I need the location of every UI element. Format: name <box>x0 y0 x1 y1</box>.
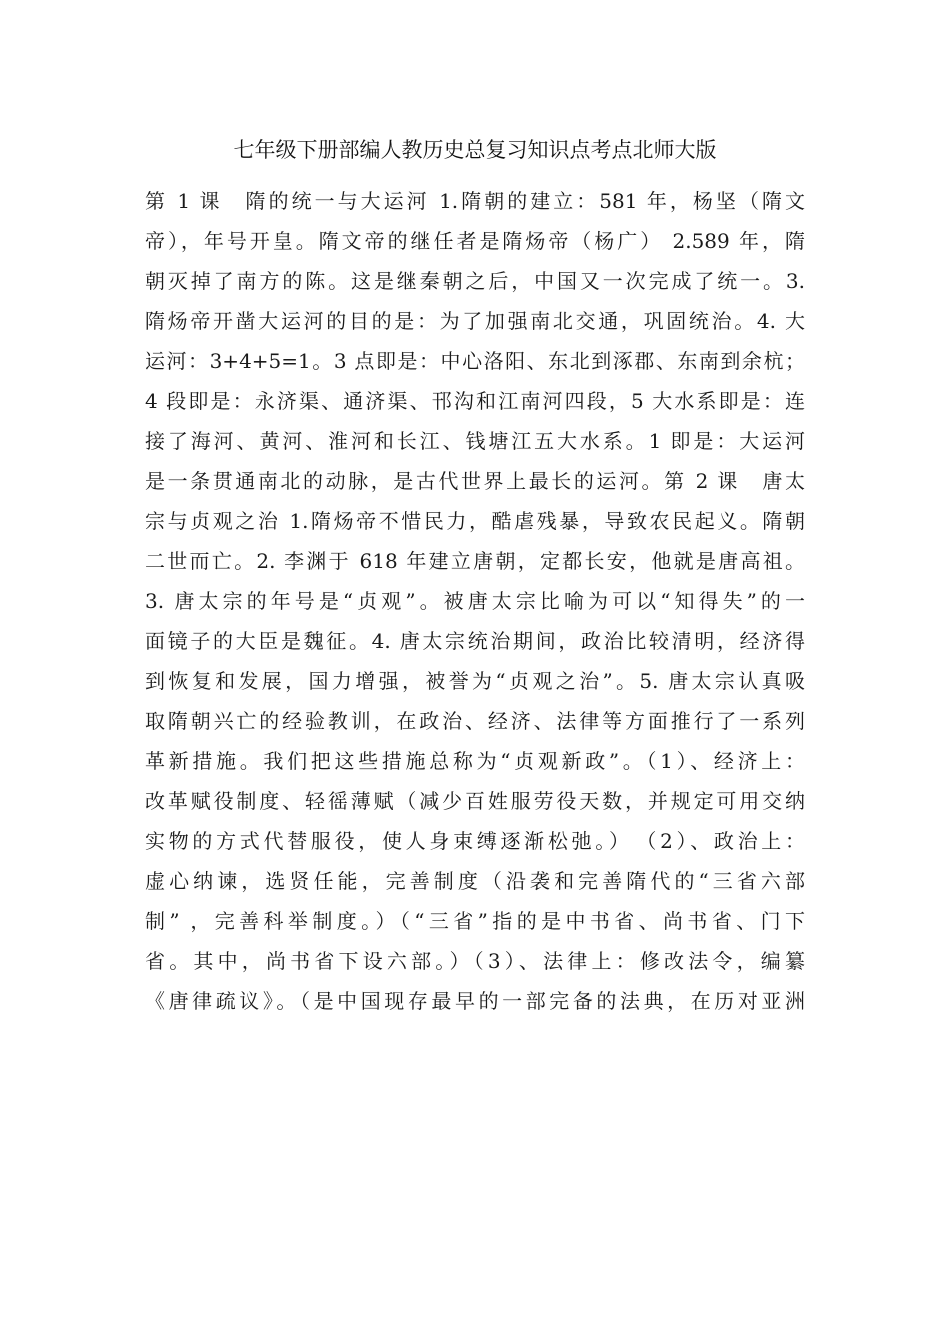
body-line: 第 1 课 隋的统一与大运河 1.隋朝的建立：581 年，杨坚（隋文 <box>145 189 805 213</box>
body-line: 面镜子的大臣是魏征。4. 唐太宗统治期间，政治比较清明，经济得 <box>145 629 805 653</box>
body-line: 省。其中，尚书省下设六部。）（3）、法律上：修改法令，编纂 <box>145 949 805 973</box>
body-line: 制” ，完善科举制度。）（“三省”指的是中书省、尚书省、门下 <box>145 909 805 933</box>
body-line: 3. 唐太宗的年号是“贞观”。被唐太宗比喻为可以“知得失”的一 <box>145 589 805 613</box>
body-line: 实物的方式代替服役，使人身束缚逐渐松弛。） （2）、政治上： <box>145 829 805 853</box>
body-line: 朝灭掉了南方的陈。这是继秦朝之后，中国又一次完成了统一。3. <box>145 269 805 293</box>
body-line: 帝），年号开皇。隋文帝的继任者是隋炀帝（杨广） 2.589 年，隋 <box>145 229 805 253</box>
body-line: 改革赋役制度、轻徭薄赋（减少百姓服劳役天数，并规定可用交纳 <box>145 789 805 813</box>
body-line: 革新措施。我们把这些措施总称为“贞观新政”。（1）、经济上： <box>145 749 805 773</box>
body-line: 虚心纳谏，选贤任能，完善制度（沿袭和完善隋代的“三省六部 <box>145 869 805 893</box>
body-line: 运河：3+4+5=1。3 点即是：中心洛阳、东北到涿郡、东南到余杭； <box>145 349 805 373</box>
body-line: 接了海河、黄河、淮河和长江、钱塘江五大水系。1 即是：大运河 <box>145 429 805 453</box>
body-line: 隋炀帝开凿大运河的目的是：为了加强南北交通，巩固统治。4. 大 <box>145 309 805 333</box>
body-line: 《唐律疏议》。（是中国现存最早的一部完备的法典，在历对亚洲 <box>145 989 805 1013</box>
document-body <box>145 181 805 1021</box>
body-line: 二世而亡。2. 李渊于 618 年建立唐朝，定都长安，他就是唐高祖。 <box>145 549 805 573</box>
body-line: 到恢复和发展，国力增强，被誉为“贞观之治”。5. 唐太宗认真吸 <box>145 669 805 693</box>
document-title: 七年级下册部编人教历史总复习知识点考点北师大版 <box>233 138 717 162</box>
body-line: 是一条贯通南北的动脉，是古代世界上最长的运河。第 2 课 唐太 <box>145 469 805 493</box>
body-line: 4 段即是：永济渠、通济渠、邗沟和江南河四段，5 大水系即是：连 <box>145 389 805 413</box>
body-line: 宗与贞观之治 1.隋炀帝不惜民力，酷虐残暴，导致农民起义。隋朝 <box>145 509 805 533</box>
body-line: 取隋朝兴亡的经验教训，在政治、经济、法律等方面推行了一系列 <box>145 709 805 733</box>
